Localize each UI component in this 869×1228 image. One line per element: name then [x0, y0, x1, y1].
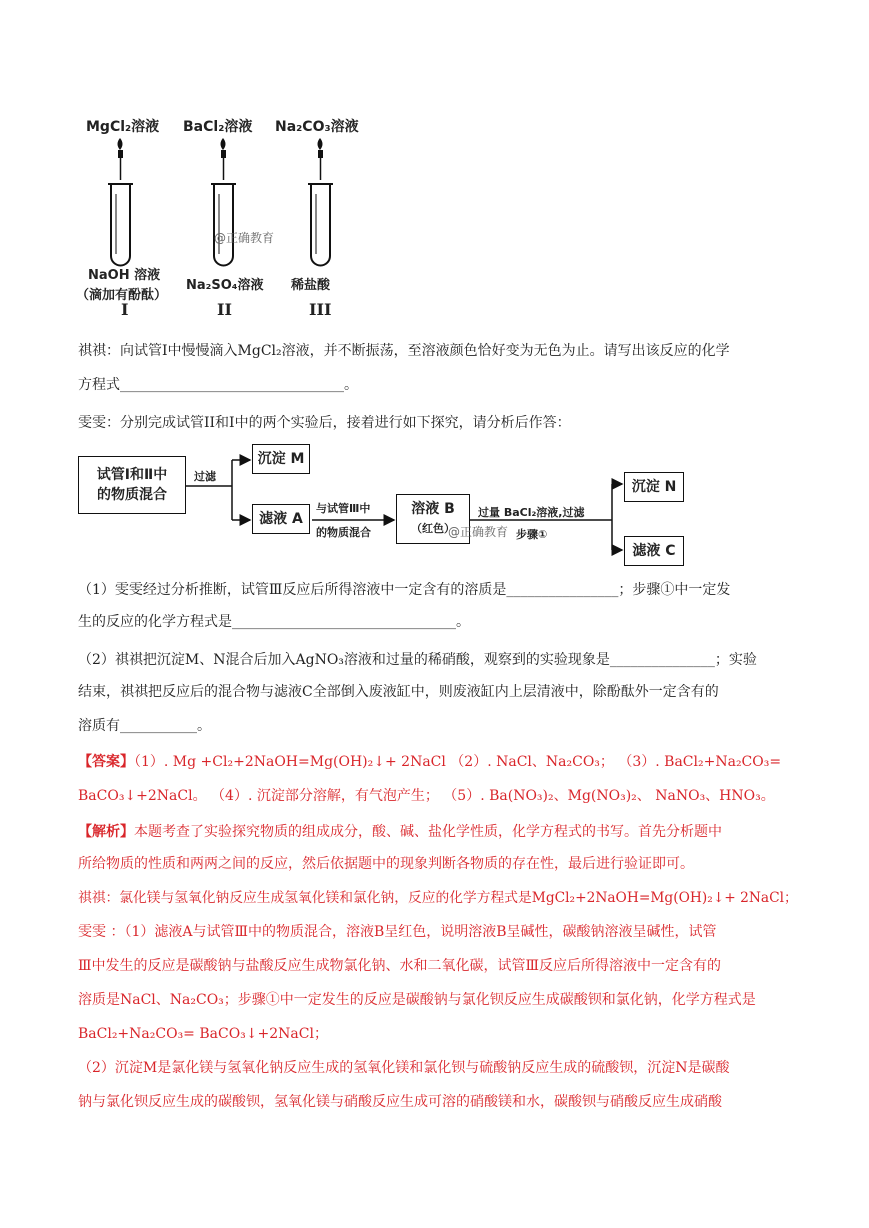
analysis-line2: 所给物质的性质和两两之间的反应，然后依据题中的现象判断各物质的存在性，最后进行验证即可。 [78, 856, 694, 872]
filtrate-c-box: 滤液 C [624, 536, 684, 566]
filtrate-a-box: 滤液 A [252, 504, 310, 534]
analysis-text-1: 本题考查了实验探究物质的组成成分，酸、碱、盐化学性质，化学方程式的书写。首先分析题中 [134, 824, 722, 840]
test-tube-1 [111, 184, 130, 266]
dropper-1 [118, 138, 124, 180]
analysis-line3: 祺祺：氯化镁与氢氧化钠反应生成氢氧化镁和氯化钠，反应的化学方程式是MgCl₂+2NaOH=Mg(OH)₂↓+ 2NaCl； [78, 890, 798, 906]
answer-line1 [78, 753, 781, 771]
mix-label-line2: 的物质混合 [316, 526, 371, 539]
test-tubes-drawing [80, 132, 380, 272]
q2-line1: （2）祺祺把沉淀M、N混合后加入AgNO₃溶液和过量的稀硝酸，观察到的实验现象是_______________；实验 [78, 652, 757, 668]
tube1-label-line2: （滴加有酚酞） [76, 288, 168, 303]
reagent-label-mgcl2: MgCl₂溶液 [86, 119, 160, 135]
test-tube-3 [311, 184, 330, 266]
analysis-line6: 溶质是NaCl、Na₂CO₃；步骤①中一定发生的反应是碳酸钠与氯化钡反应生成碳酸钡和氯化钠，化学方程式是 [78, 992, 756, 1008]
tube2-label: Na₂SO₄溶液 [186, 278, 264, 293]
wenwen-intro: 雯雯：分别完成试管II和Ⅰ中的两个实验后，接着进行如下探究，请分析后作答： [78, 415, 571, 431]
reagent-label-bacl2: BaCl₂溶液 [183, 119, 253, 135]
step-label-line2: 步骤① [516, 528, 548, 541]
solution-b-line2: （红色） [411, 522, 455, 535]
analysis-line1 [78, 823, 722, 841]
start-box-line1: 试管Ⅰ和Ⅱ中 [96, 467, 168, 483]
numeral-ii: II [217, 300, 232, 319]
precipitate-n-box: 沉淀 N [624, 472, 684, 502]
step-label-line1: 过量 BaCl₂溶液,过滤 [478, 506, 585, 519]
qiqi-line1: 祺祺：向试管Ⅰ中慢慢滴入MgCl₂溶液，并不断振荡，至溶液颜色恰好变为无色为止。请写出该反应的化学 [78, 343, 730, 359]
dropper-2 [221, 138, 227, 180]
start-mixture-box [78, 456, 186, 514]
q2-line2: 结束，祺祺把反应后的混合物与滤液C全部倒入废液缸中，则废液缸内上层清液中，除酚酞外一定含有的 [78, 684, 719, 700]
analysis-line7: BaCl₂+Na₂CO₃= BaCO₃↓+2NaCl； [78, 1026, 328, 1042]
flowchart-watermark: @正确教育 [448, 525, 509, 539]
filter-label: 过滤 [194, 470, 216, 483]
mix-label-line1: 与试管Ⅲ中 [316, 502, 371, 515]
tube3-label: 稀盐酸 [291, 278, 331, 293]
test-tube-2 [214, 184, 233, 265]
qiqi-line2: 方程式________________________________。 [78, 377, 358, 393]
reagent-label-na2co3: Na₂CO₃溶液 [275, 119, 359, 135]
answer-line2: BaCO₃↓+2NaCl。 （4）. 沉淀部分溶解，有气泡产生； （5）. Ba(NO₃)₂、Mg(NO₃)₂、 NaNO₃、HNO₃。 [78, 788, 775, 804]
answer-tag: 【答案】 [78, 754, 134, 770]
numeral-iii: III [309, 300, 332, 319]
analysis-line8: （2）沉淀M是氯化镁与氢氧化钠反应生成的氢氧化镁和氯化钡与硫酸钠反应生成的硫酸钡，沉淀N是碳酸 [78, 1060, 730, 1076]
analysis-tag: 【解析】 [78, 824, 134, 840]
precipitate-m-box: 沉淀 M [252, 444, 310, 474]
q1-line1: （1）雯雯经过分析推断，试管Ⅲ反应后所得溶液中一定含有的溶质是________________；步骤①中一定发 [78, 582, 731, 598]
analysis-line9: 钠与氯化钡反应生成的碳酸钡，氢氧化镁与硝酸反应生成可溶的硝酸镁和水，碳酸钡与硝酸反应生成硝酸 [78, 1094, 722, 1110]
answer-text-1: （1）. Mg +Cl₂+2NaOH=Mg(OH)₂↓+ 2NaCl （2）. NaCl、Na₂CO₃； （3）. BaCl₂+Na₂CO₃= [134, 754, 782, 770]
dropper-3 [318, 138, 324, 180]
tube1-label-line1: NaOH 溶液 [88, 268, 161, 283]
analysis-line4: 雯雯 ：（1）滤液A与试管Ⅲ中的物质混合，溶液B呈红色，说明溶液B呈碱性，碳酸钠溶液呈碱性，试管 [78, 924, 717, 940]
analysis-line5: Ⅲ中发生的反应是碳酸钠与盐酸反应生成物氯化钠、水和二氧化碳，试管Ⅲ反应后所得溶液中一定含有的 [78, 958, 721, 974]
q2-line3: 溶质有___________。 [78, 718, 211, 734]
q1-line2: 生的反应的化学方程式是________________________________。 [78, 614, 470, 630]
solution-b-line1: 溶液 B [411, 501, 455, 517]
numeral-i: I [121, 300, 129, 319]
start-box-line2: 的物质混合 [97, 487, 167, 503]
watermark: @正确教育 [214, 231, 275, 245]
